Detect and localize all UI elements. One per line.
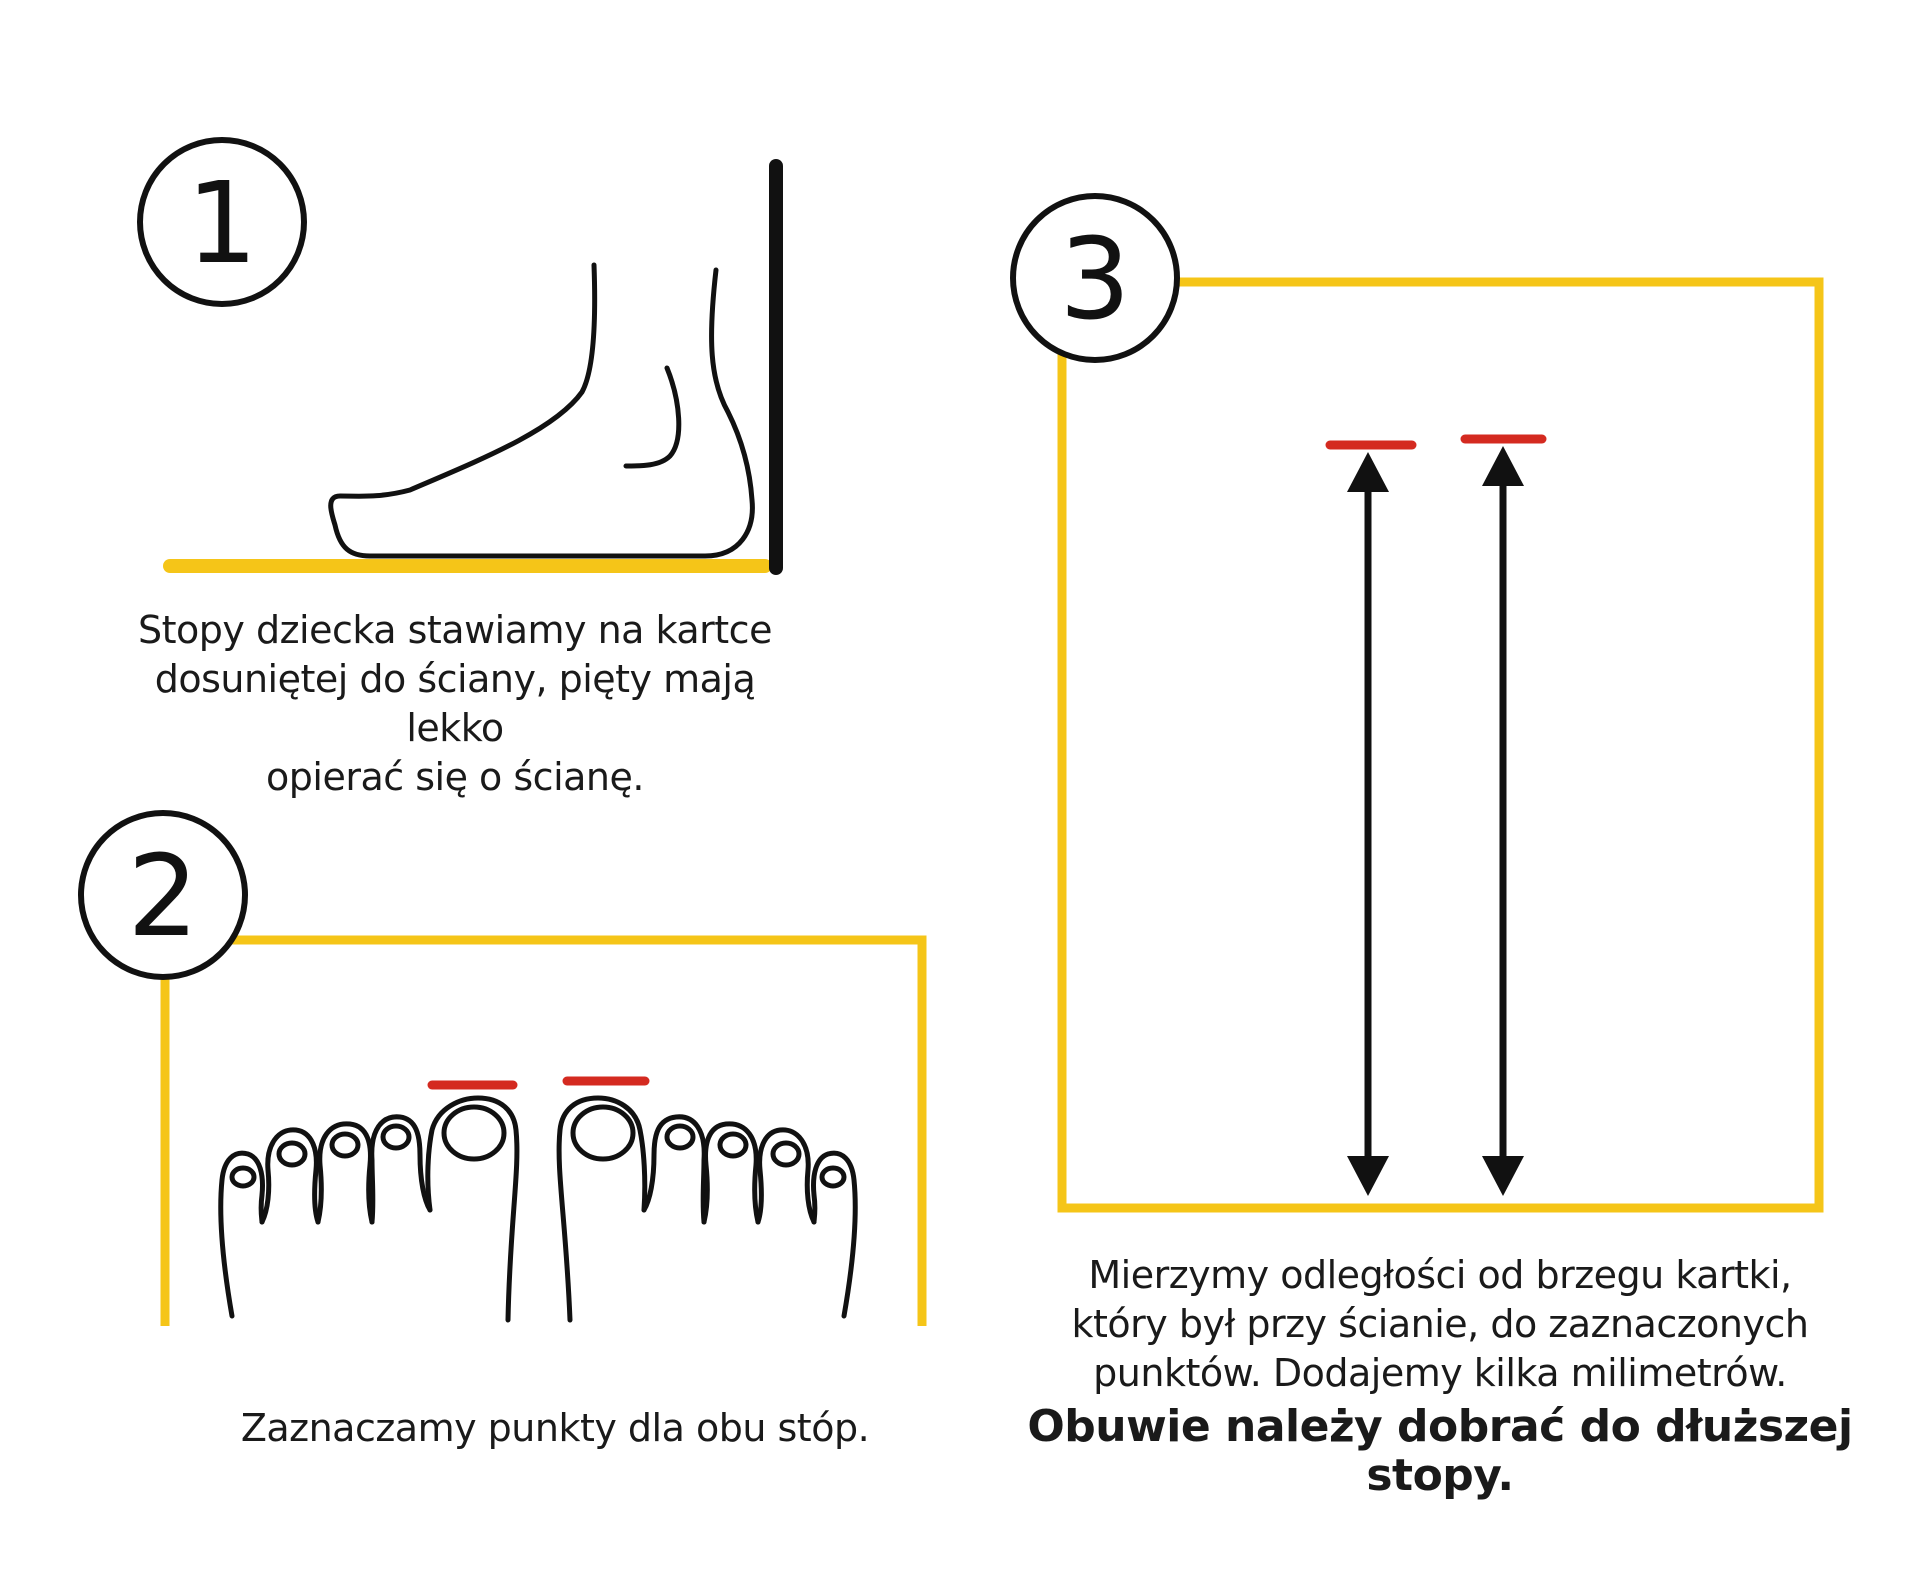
step-3-caption-line: punktów. Dodajemy kilka milimetrów. <box>1093 1351 1787 1395</box>
step-2-caption <box>215 1404 895 1453</box>
right-measure-arrow <box>1482 446 1524 1196</box>
step-1-number: 1 <box>186 159 258 289</box>
step-3-caption-line: Mierzymy odległości od brzegu kartki, <box>1088 1253 1792 1297</box>
step-2-number: 2 <box>127 832 199 962</box>
step-3-emphasis: Obuwie należy dobrać do dłuższej stopy. <box>1027 1401 1853 1501</box>
step-1-caption-line: opierać się o ścianę. <box>266 755 644 799</box>
toes-icon <box>221 1098 856 1320</box>
step-2-caption-line: Zaznaczamy punkty dla obu stóp. <box>240 1406 870 1450</box>
step-1-caption-line: dosuniętej do ściany, pięty mają lekko <box>154 657 756 750</box>
step-3-caption-line: który był przy ścianie, do zaznaczonych <box>1071 1302 1809 1346</box>
step-1-caption-line: Stopy dziecka stawiamy na kartce <box>138 608 772 652</box>
side-foot-icon <box>331 265 753 556</box>
ankle-bone-icon <box>626 368 679 466</box>
step-1-illustration <box>140 140 776 568</box>
paper-sheet-frame <box>1062 282 1819 1208</box>
step-3-number: 3 <box>1059 215 1131 345</box>
step-3-illustration <box>1013 196 1819 1208</box>
step-3-caption <box>1000 1251 1880 1500</box>
step-1-caption <box>110 606 800 802</box>
step-2-illustration <box>81 813 922 1326</box>
left-measure-arrow <box>1347 452 1389 1196</box>
